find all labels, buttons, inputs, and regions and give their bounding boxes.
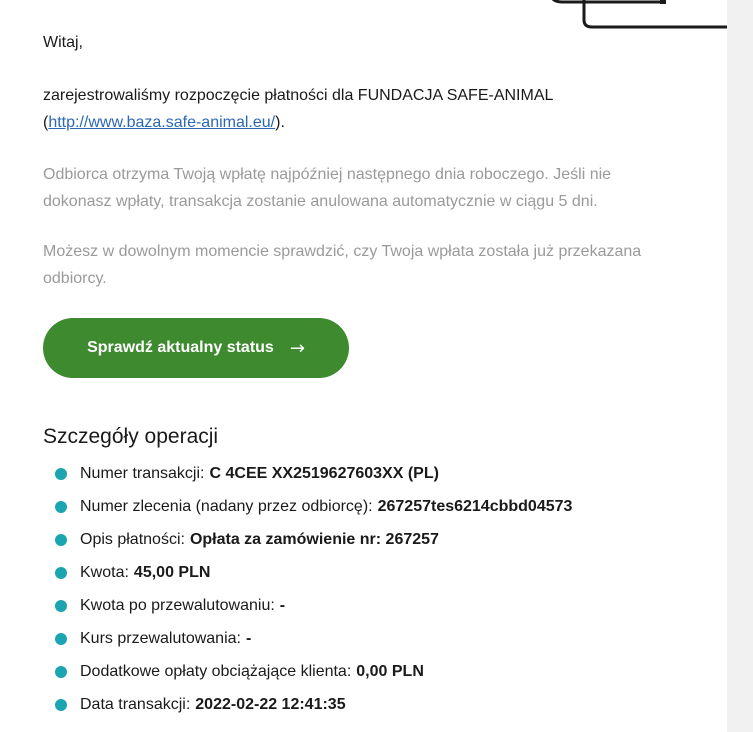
recipient-website-link[interactable]: http://www.baza.safe-animal.eu/ [48, 114, 276, 131]
detail-amount [55, 556, 572, 589]
intro-paragraph [43, 82, 683, 136]
detail-value: C 4CEE XX2519627603XX (PL) [209, 464, 439, 482]
detail-label: Numer zlecenia (nadany przez odbiorcę): [80, 497, 373, 515]
detail-value: 45,00 PLN [133, 563, 211, 581]
bullet-dot-icon [55, 501, 67, 513]
detail-label: Data transakcji: [80, 695, 191, 713]
check-status-button[interactable] [43, 318, 349, 378]
detail-transaction-date [55, 688, 572, 721]
detail-value: 267257tes6214cbbd04573 [377, 497, 573, 515]
detail-label: Kurs przewalutowania: [80, 629, 241, 647]
intro-text: zarejestrowaliśmy rozpoczęcie płatności dla FUNDACJA SAFE-ANIMAL [43, 87, 554, 104]
detail-label: Kwota po przewalutowaniu: [80, 596, 275, 614]
operation-details-list [55, 457, 572, 721]
bullet-dot-icon [55, 534, 67, 546]
detail-label: Kwota: [80, 563, 129, 581]
bullet-dot-icon [55, 666, 67, 678]
bullet-dot-icon [55, 567, 67, 579]
header-illustration [548, 0, 728, 30]
link-open-paren: ( [43, 114, 49, 131]
detail-value: 0,00 PLN [356, 662, 424, 680]
bullet-dot-icon [55, 468, 67, 480]
link-close-paren: ). [275, 114, 285, 131]
bullet-dot-icon [55, 633, 67, 645]
detail-converted-amount [55, 589, 572, 622]
detail-payment-description [55, 523, 572, 556]
greeting-text: Witaj, [43, 34, 83, 51]
scrollbar-gutter[interactable] [727, 0, 753, 732]
detail-transaction-number [55, 457, 572, 490]
arrow-right-icon: → [289, 337, 305, 359]
details-section-title: Szczegóły operacji [43, 425, 219, 448]
detail-value: Opłata za zamówienie nr: 267257 [189, 530, 439, 548]
detail-value: - [245, 629, 252, 647]
detail-label: Opis płatności: [80, 530, 185, 548]
detail-label: Numer transakcji: [80, 464, 205, 482]
info-paragraph-check-status: Możesz w dowolnym momencie sprawdzić, czy Twoja wpłata została już przekazana odbiorcy. [43, 243, 642, 287]
detail-value: - [279, 596, 286, 614]
detail-order-number [55, 490, 572, 523]
detail-exchange-rate [55, 622, 572, 655]
detail-label: Dodatkowe opłaty obciążające klienta: [80, 662, 352, 680]
check-status-button-label: Sprawdź aktualny status [87, 339, 274, 356]
detail-additional-fees [55, 655, 572, 688]
detail-value: 2022-02-22 12:41:35 [195, 695, 346, 713]
bullet-dot-icon [55, 699, 67, 711]
info-paragraph-deadline: Odbiorca otrzyma Twoją wpłatę najpóźniej następnego dnia roboczego. Jeśli nie dokonasz wpłaty, transakcja zostanie anulowana automatycznie w ciągu 5 dni. [43, 166, 612, 210]
bullet-dot-icon [55, 600, 67, 612]
